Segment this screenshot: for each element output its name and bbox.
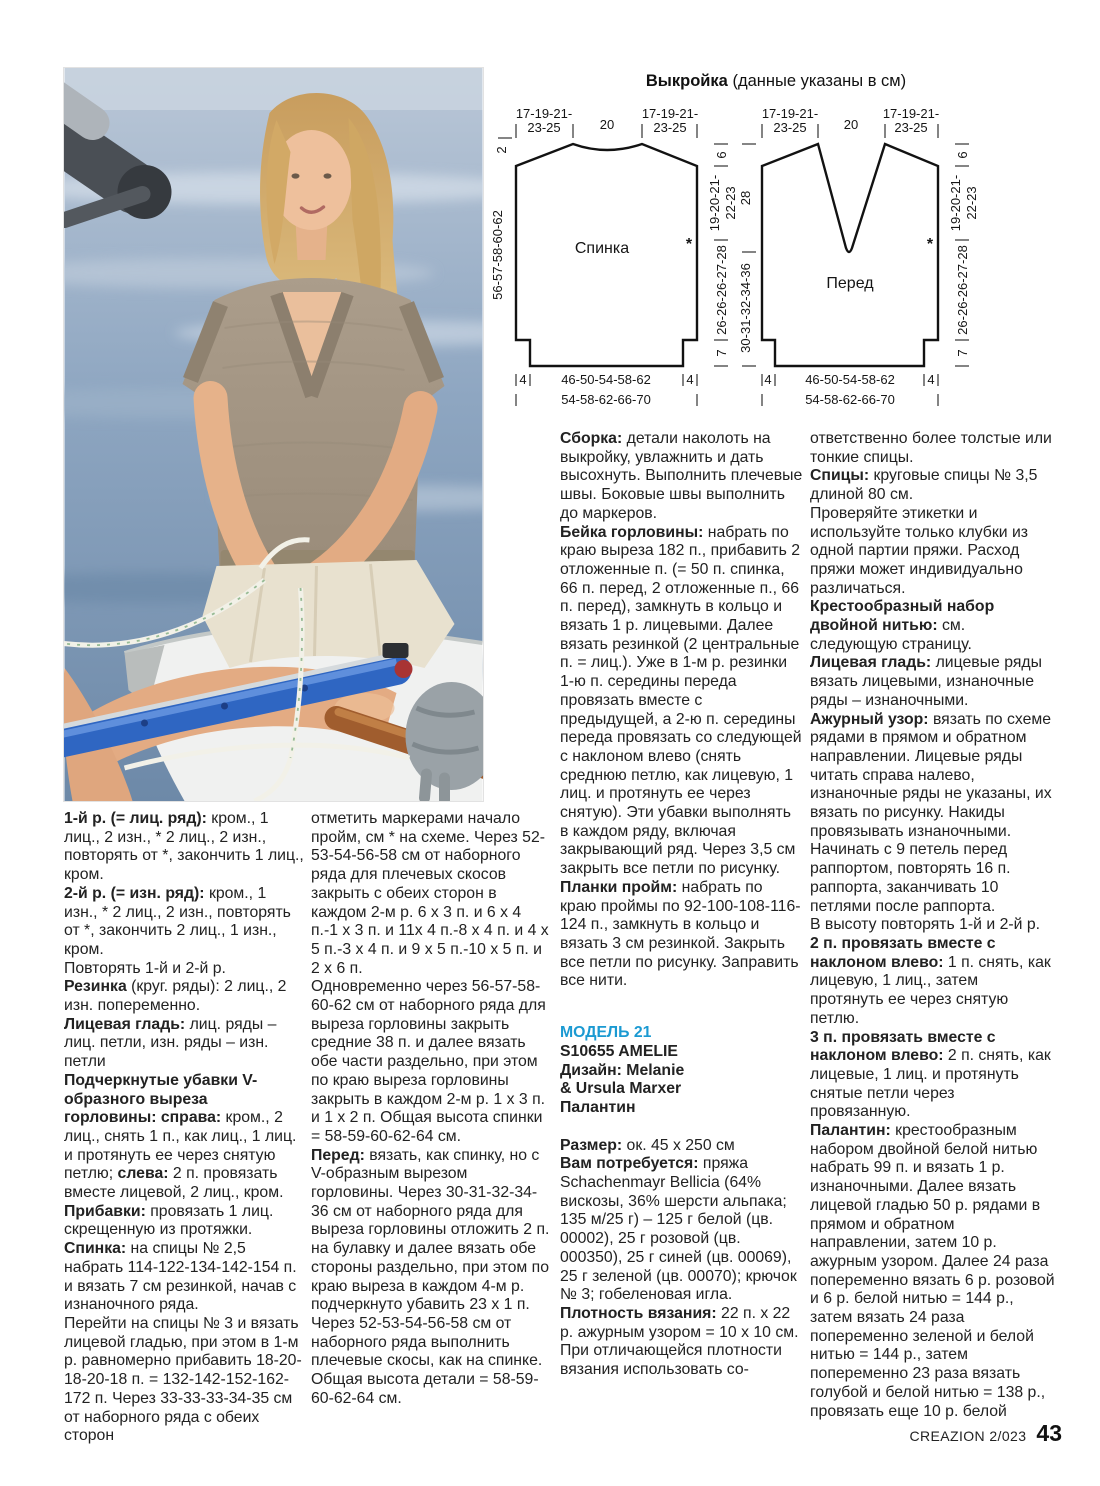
paragraph-text: лиц. ряды – лиц. петли, изн. ряды – изн. петли (64, 1015, 277, 1071)
paragraph (64, 1072, 304, 1203)
paragraph-text: отметить маркерами начало пройм, см * на схеме. Через 52-53-54-56-58 см от наборного ряда для плечевых скосов закрыть с обеих сторон в каждом 2-м р. 6 х 3 п. и 6 х 4 п.-1 х 3 п. и 11х 4 п.-8 х 4 п. и 4 х 5 п.-3 х 4 п. и 9 х 5 п.-10 х 5 п. и 2 х 6 п. (311, 810, 549, 977)
paragraph (560, 879, 803, 991)
paragraph-lead: Бейка горловины: (560, 523, 704, 541)
paragraph-lead: Прибавки: (64, 1202, 146, 1220)
paragraph-lead: Палантин (560, 1098, 636, 1116)
body-width: 46-50-54-58-62 (561, 372, 651, 387)
paragraph (64, 1240, 304, 1315)
shoulder-width: 17-19-21- (882, 106, 940, 121)
paragraph-text: круговые спицы № 3,5 длиной 80 см. (810, 467, 1038, 504)
magazine-name: CREAZION 2/023 (909, 1428, 1027, 1444)
paragraph-lead: Резинка (64, 978, 127, 996)
neck-width: 20 (843, 117, 859, 132)
model-item (560, 1099, 803, 1118)
back-label: Спинка (574, 240, 630, 257)
paragraph (64, 978, 304, 1015)
paragraph (810, 1122, 1056, 1421)
paragraph-text: ответственно более толстые или тонкие спицы. (810, 430, 1052, 466)
paragraph-lead: 2 п. провязать вместе с наклоном влево: (810, 934, 996, 971)
paragraph-text: Проверяйте этикетки и используйте только клубки из одной партии пряжи. Расход пряжи может индивидуально различаться. (810, 504, 1029, 597)
body-width: 46-50-54-58-62 (805, 372, 895, 387)
paragraph (64, 885, 304, 960)
paragraph-lead: Размер: (560, 1136, 623, 1154)
paragraph (810, 467, 1056, 504)
paragraph (311, 1147, 551, 1409)
hem-height: 7 (714, 349, 729, 357)
paragraph-lead: 3 п. провязать вместе с наклоном влево: (810, 1028, 996, 1065)
shoulder-slope: 6 (955, 151, 970, 159)
paragraph-text: набрать по краю выреза 182 п., прибавить 2 отложенные п. (= 50 п. спинка, 66 п. перед, 2 отложенные п., 66 п. перед), замкнуть в кольцо и вязать 1 р. лицевыми. Далее вязать резинкой (2 центральные п. = лиц.). Уже в 1-м р. резинки 1-ю п. середины переда провязать вместе с предыдущей, а 2-ю п. середины переда провязать со следующей с наклоном влево (снять среднюю петлю, как лицевую, 1 лиц. и протянуть ее через снятую). Эти убавки выполнять в каждом ряду, включая закрывающий ряд. Через 3,5 см закрыть все петли по рисунку. (560, 523, 802, 878)
paragraph-text: Одновременно через 56-57-58-60-62 см от наборного ряда для выреза горловины закрыть средние 38 п. и далее вязать обе части раздельно, при этом по краю выреза горловины закрыть в каждом 2-м р. 1 х 3 п. и 1 х 2 п. Общая высота спинки = 58-59-60-62-64 см. (311, 978, 546, 1145)
paragraph (311, 978, 551, 1146)
paragraph-text: пряжа Schachenmayr Bellicia (64% вискозы, 36% шерсти альпака; 135 м/25 г) – 125 г белой (цв. 00002), 25 г розовой (цв. 000350), 25 г синей (цв. 00069), 25 г зеленой (цв. 00070); крючок № 3; гобеленовая игла. (560, 1155, 797, 1304)
text-column-3 (560, 430, 803, 1380)
paragraph (810, 935, 1056, 1029)
model-design (560, 1062, 803, 1081)
paragraph (64, 810, 304, 885)
paragraph (560, 1305, 803, 1342)
paragraph-lead: МОДЕЛЬ 21 (560, 1024, 652, 1042)
paragraph-text: кром., 2 лиц., снять 1 п., как лиц., 1 лиц. и протянуть ее через снятую петлю; (64, 1109, 297, 1183)
shoulder-slope: 6 (714, 151, 729, 159)
paragraph-text: провязать 1 лиц. скрещенную из протяжки. (64, 1202, 274, 1239)
model-code (560, 1043, 803, 1062)
paragraph-text: В высоту повторять 1-й и 2-й р. (810, 916, 1041, 934)
paragraph-lead: Лицевая гладь: (810, 654, 932, 672)
paragraph-text: кром., 1 лиц., 2 изн., * 2 лиц., 2 изн., повторять от *, закончить 1 лиц., кром. (64, 810, 304, 884)
hem-inset: 4 (764, 372, 772, 387)
paragraph-text: 1 п. снять, как лицевую, 1 лиц., затем протянуть ее через снятую петлю. (810, 953, 1051, 1027)
paragraph (64, 1315, 304, 1446)
paragraph (810, 711, 1056, 917)
vneck-depth: 28 (738, 190, 753, 206)
diagram-title-word: Выкройка (645, 72, 728, 90)
text-column-4 (810, 430, 1056, 1421)
skirt (203, 560, 455, 668)
paragraph (810, 916, 1056, 935)
paragraph-lead: Вам потребуется: (560, 1155, 699, 1173)
paragraph-text: вязать, как спинку, но с V-образным вырезом горловины. Через 30-31-32-34-36 см от наборного ряда для выреза горловины отложить 2 п. на булавку и далее вязать обе стороны раздельно, при этом по краю выреза в каждом 4-м р. подчеркнуто убавить 23 х 1 п. Через 52-53-54-56-58 см от наборного ряда выполнить плечевые скосы, как на спинке. Общая высота детали = 58-59-60-62-64 см. (311, 1146, 550, 1407)
paragraph-lead: 2-й р. (= изн. ряд): (64, 884, 209, 902)
paragraph-text: на спицы № 2,5 набрать 114-122-134-142-154 п. и вязать 7 см резинкой, начав с изнаночного ряда. (64, 1240, 297, 1314)
paragraph-text: Перейти на спицы № 3 и вязать лицевой гладью, при этом в 1-м р. равномерно прибавить 18-20-18-20-18 п. = 132-142-152-162-172 п. Через 33-33-33-34-35 см от наборного ряда с обеих сторон (64, 1314, 302, 1445)
paragraph-lead: Палантин: (810, 1122, 891, 1140)
paragraph-text: ок. 45 х 250 см (622, 1136, 735, 1154)
hem-inset: 4 (686, 372, 694, 387)
paragraph-lead: Перед: (311, 1146, 365, 1164)
paragraph (64, 1016, 304, 1072)
shoulder-width: 23-25 (527, 120, 561, 135)
paragraph-lead: Плотность вязания: (560, 1304, 717, 1322)
model-heading (560, 1024, 803, 1043)
paragraph-lead: Сборка: (560, 430, 623, 447)
paragraph-lead: Ажурный узор: (810, 710, 929, 728)
schematic-back (490, 106, 738, 407)
shoulder-width: 17-19-21- (641, 106, 699, 121)
front-label: Перед (826, 275, 874, 292)
paragraph-lead: Лицевая гладь: (64, 1015, 186, 1033)
paragraph-lead: S10655 AMELIE (560, 1042, 678, 1060)
back-neck-depth: 2 (494, 146, 509, 154)
shoulder-width: 23-25 (894, 120, 928, 135)
paragraph (64, 960, 304, 979)
paragraph-lead: & Ursula Marxer (560, 1080, 682, 1098)
paragraph (311, 810, 551, 978)
paragraph-lead: 1-й р. (= лиц. ряд): (64, 810, 212, 827)
paragraph-lead: Планки пройм: (560, 878, 678, 896)
front-lower-length: 30-31-32-34-36 (738, 263, 753, 353)
marker-star: * (926, 236, 934, 253)
shoulder-width: 17-19-21- (515, 106, 573, 121)
hem-height: 7 (955, 349, 970, 357)
paragraph-text: лицевые ряды вязать лицевыми, изнаночные ряды – изнаночными. (810, 654, 1042, 709)
paragraph-text: вязать по схеме рядами в прямом и обратном направлении. Лицевые ряды читать справа налево, изнаночные ряды не указаны, их вязать по рисунку. Накиды провязывать изнаночными. Начинать с 9 петель перед раппортом, повторять 16 п. раппорта, заканчивать 10 петлями после раппорта. (810, 710, 1052, 915)
shoulder-width: 23-25 (653, 120, 687, 135)
paragraph (560, 1137, 803, 1156)
paragraph-text: 2 п. провязать вместе лицевой, 2 лиц., кром. (64, 1165, 284, 1202)
diagram-title-note: (данные указаны в см) (727, 72, 907, 90)
paragraph-lead: Спицы: (810, 467, 870, 485)
armhole-depth: 19-20-21- (948, 174, 963, 232)
paragraph (810, 1029, 1056, 1123)
photo-illustration (64, 68, 483, 801)
hem-inset: 4 (519, 372, 527, 387)
armhole-depth: 19-20-21- (707, 174, 722, 232)
paragraph-text: При отличающейся плотности вязания использовать со- (560, 1342, 782, 1379)
paragraph-text: детали наколоть на выкройку, увлажнить и дать высохнуть. Выполнить плечевые швы. Боковые швы выполнить до маркеров. (560, 430, 803, 522)
neck-width: 20 (599, 117, 615, 132)
page-footer (910, 1420, 1062, 1447)
paragraph-text: 2 п. снять, как лицевые, 1 лиц. и протянуть снятые петли через провязанную. (810, 1047, 1051, 1121)
paragraph (560, 430, 803, 524)
hem-inset: 4 (927, 372, 935, 387)
paragraph (810, 598, 1056, 654)
paragraph-text: крестообразным набором двойной белой нитью набрать 99 п. и вязать 1 р. изнаночными. Далее вязать лицевой гладью 50 р. рядами в прямом и обратном направлении, затем 10 р. ажурным узором. Далее 24 раза попеременно вязать 6 р. розовой и 6 р. белой нитью = 144 р., затем вязать 24 раза попеременно зеленой и белой нитью = 144 р., затем попеременно 23 раза вязать голубой и белой нитью = 138 р., провязать еще 10 р. белой (810, 1122, 1055, 1420)
paragraph-lead: Дизайн: Melanie (560, 1061, 685, 1079)
body-width: 54-58-62-66-70 (561, 392, 651, 407)
paragraph (64, 1203, 304, 1240)
paragraph-text: кром., 1 изн., * 2 лиц., 2 изн., повторять от *, закончить 2 лиц., 1 изн., кром. (64, 884, 291, 958)
paragraph-lead: Спинка: (64, 1240, 127, 1258)
text-column-1 (64, 810, 304, 1446)
paragraph (810, 430, 1056, 467)
paragraph-text: Повторять 1-й и 2-й р. (64, 959, 226, 977)
paragraph (810, 654, 1056, 710)
armhole-depth: 22-23 (723, 186, 738, 220)
text-column-2 (311, 810, 551, 1409)
paragraph-text: 22 п. х 22 р. ажурным узором = 10 х 10 см. (560, 1304, 799, 1341)
marker-star: * (685, 236, 693, 253)
shoulder-width: 23-25 (773, 120, 807, 135)
body-width: 54-58-62-66-70 (805, 392, 895, 407)
paragraph (560, 524, 803, 879)
page-number: 43 (1036, 1420, 1062, 1446)
paragraph (560, 1155, 803, 1305)
paragraph-text: набрать по краю проймы по 92-100-108-116-124 п., замкнуть в кольцо и вязать 3 см резинкой. Закрыть все петли по рисунку. Заправить все нити. (560, 878, 801, 990)
schematic-front (738, 106, 979, 407)
paragraph-lead: Подчеркнутые убавки V-образного выреза горловины: справа: (64, 1071, 258, 1127)
pattern-schematics (490, 88, 1065, 428)
side-length: 26-26-26-27-28 (955, 245, 970, 335)
armhole-depth: 22-23 (964, 186, 979, 220)
side-length: 26-26-26-27-28 (714, 245, 729, 335)
paragraph-lead: Крестообразный набор двойной нитью: (810, 598, 995, 635)
shoulder-width: 17-19-21- (761, 106, 819, 121)
back-length: 56-57-58-60-62 (490, 210, 505, 300)
paragraph-text: (круг. ряды): 2 лиц., 2 изн. попеременно. (64, 978, 287, 1015)
paragraph (810, 505, 1056, 599)
paragraph (560, 1342, 803, 1379)
paragraph-text: см. следующую страницу. (810, 617, 972, 653)
model-design (560, 1080, 803, 1099)
model-photo (64, 68, 483, 801)
paragraph-lead: слева: (117, 1165, 169, 1183)
